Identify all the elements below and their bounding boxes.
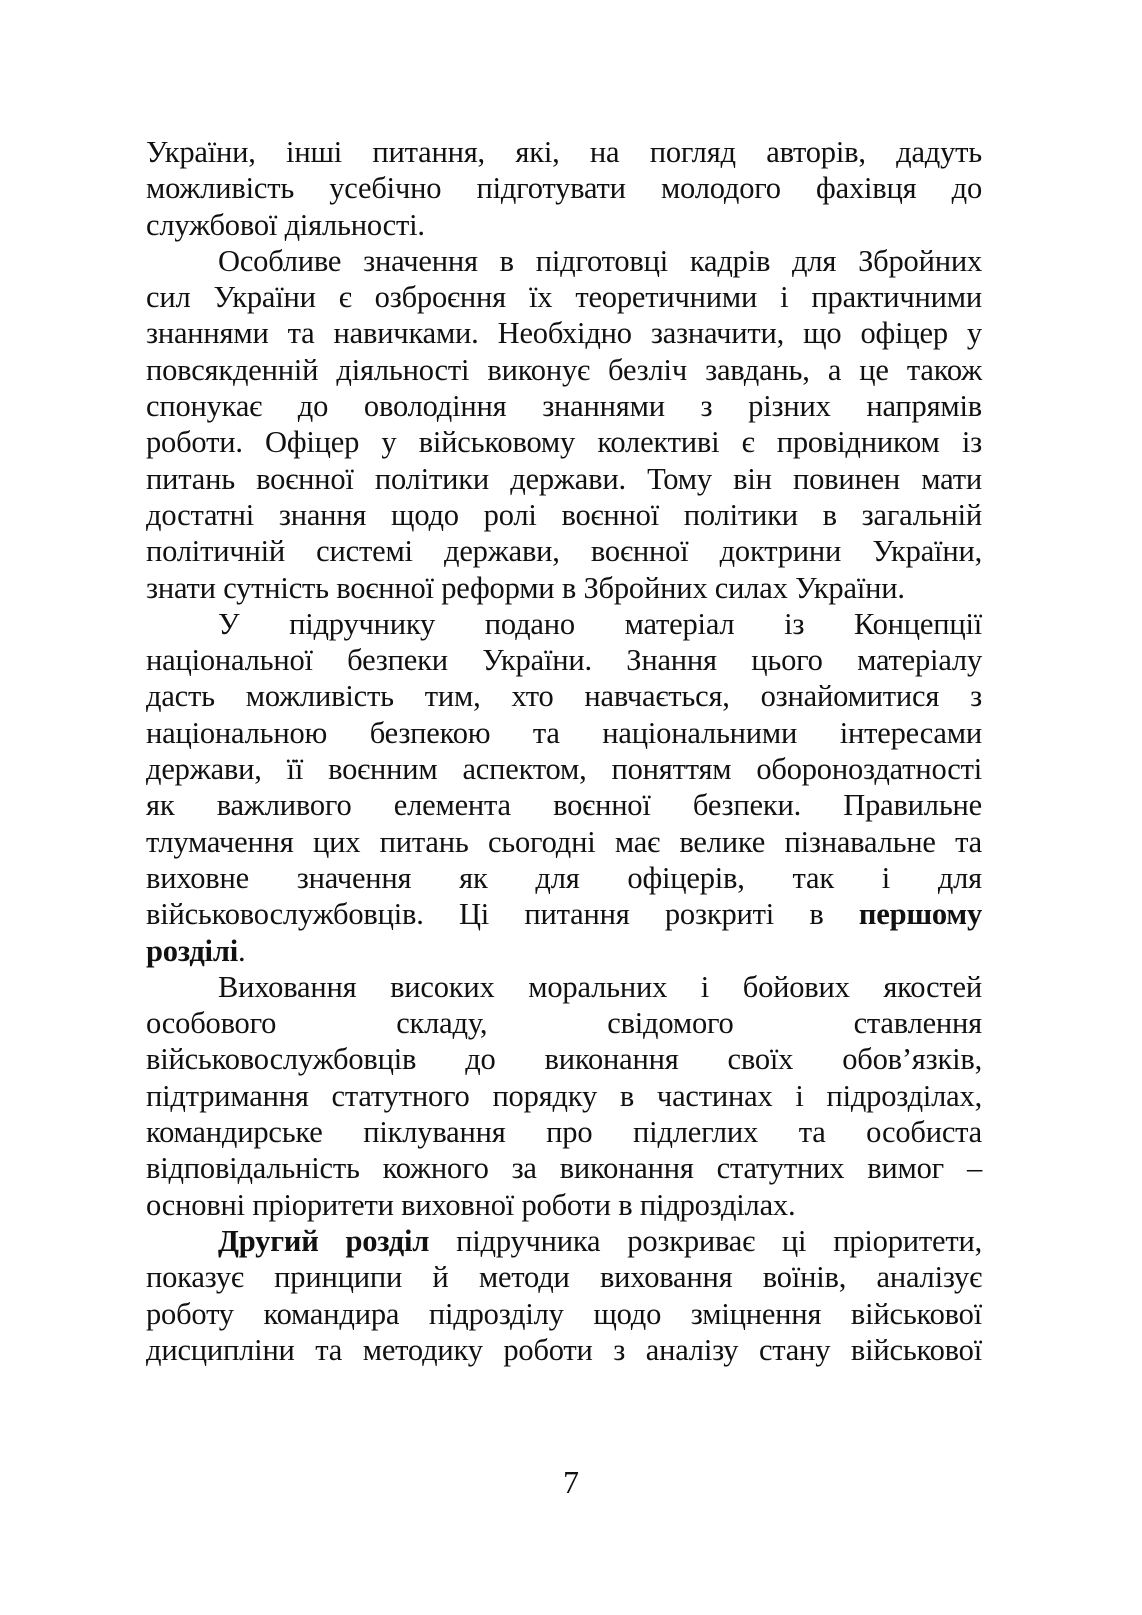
text-line: виховне значення як для офіцерів, так і для bbox=[146, 860, 982, 895]
text-span: підручника розкриває ці пріоритети, bbox=[429, 1223, 983, 1258]
bold-text-section: розділі bbox=[146, 933, 239, 968]
text-span: військовослужбовців. Ці питання розкриті в bbox=[146, 897, 859, 932]
text-line: службової діяльності. bbox=[146, 207, 425, 242]
bold-text-first-section: першому bbox=[858, 897, 982, 932]
text-line: підтримання статутного порядку в частинах і підрозділах, bbox=[146, 1078, 982, 1113]
text-line: Особливе значення в підготовці кадрів для Збройних bbox=[218, 243, 982, 278]
text-line: особового складу, свідомого ставлення bbox=[146, 1006, 982, 1041]
text-line: відповідальність кожного за виконання статутних вимог – bbox=[146, 1151, 982, 1186]
text-line: можливість усебічно підготувати молодого фахівця до bbox=[146, 171, 982, 206]
paragraph-1 bbox=[146, 134, 982, 243]
text-line: питань воєнної політики держави. Тому він повинен мати bbox=[146, 461, 982, 496]
text-line: У підручнику подано матеріал із Концепції bbox=[218, 606, 982, 641]
paragraph-3 bbox=[146, 606, 982, 969]
text-span: . bbox=[238, 933, 246, 968]
paragraph-4 bbox=[146, 969, 982, 1223]
text-line: України, інші питання, які, на погляд авторів, дадуть bbox=[146, 135, 982, 169]
text-line: національною безпекою та національними інтересами bbox=[146, 715, 982, 750]
text-line: сил України є озброєння їх теоретичними і практичними bbox=[146, 280, 982, 315]
text-line bbox=[146, 933, 982, 969]
text-line: дисципліни та методику роботи з аналізу стану військової bbox=[146, 1332, 982, 1367]
text-line: роботу командира підрозділу щодо зміцнення військової bbox=[146, 1296, 982, 1331]
text-line: Виховання високих моральних і бойових якостей bbox=[218, 969, 982, 1004]
text-line: роботи. Офіцер у військовому колективі є провідником із bbox=[146, 425, 982, 460]
text-line: показує принципи й методи виховання воїнів, аналізує bbox=[146, 1260, 982, 1295]
text-line: національної безпеки України. Знання цього матеріалу bbox=[146, 643, 982, 678]
document-page bbox=[146, 134, 982, 1368]
text-line: знаннями та навичками. Необхідно зазначити, що офіцер у bbox=[146, 316, 982, 351]
text-line: основні пріоритети виховної роботи в підрозділах. bbox=[146, 1187, 796, 1222]
text-line: знати сутність воєнної реформи в Збройних силах України. bbox=[146, 570, 905, 605]
text-line bbox=[146, 1223, 982, 1259]
page-number: 7 bbox=[563, 1464, 579, 1500]
text-line: як важливого елемента воєнної безпеки. Правильне bbox=[146, 788, 982, 823]
text-line: повсякденній діяльності виконує безліч завдань, а це також bbox=[146, 352, 982, 387]
text-line: командирське піклування про підлеглих та особиста bbox=[146, 1115, 982, 1150]
text-line: держави, її воєнним аспектом, поняттям обороноздатності bbox=[146, 752, 982, 787]
bold-text-second-section: Другий розділ bbox=[218, 1223, 430, 1258]
text-line: тлумачення цих питань сьогодні має велике пізнавальне та bbox=[146, 824, 982, 859]
text-line: достатні знання щодо ролі воєнної політики в загальній bbox=[146, 497, 982, 532]
text-line: політичній системі держави, воєнної доктрини України, bbox=[146, 534, 982, 569]
text-line: спонукає до оволодіння знаннями з різних напрямів bbox=[146, 389, 982, 424]
paragraph-2 bbox=[146, 243, 982, 606]
text-line: дасть можливість тим, хто навчається, ознайомитися з bbox=[146, 679, 982, 714]
text-line: військовослужбовців до виконання своїх обов’язків, bbox=[146, 1042, 982, 1077]
text-line bbox=[146, 896, 982, 932]
paragraph-5 bbox=[146, 1223, 982, 1368]
